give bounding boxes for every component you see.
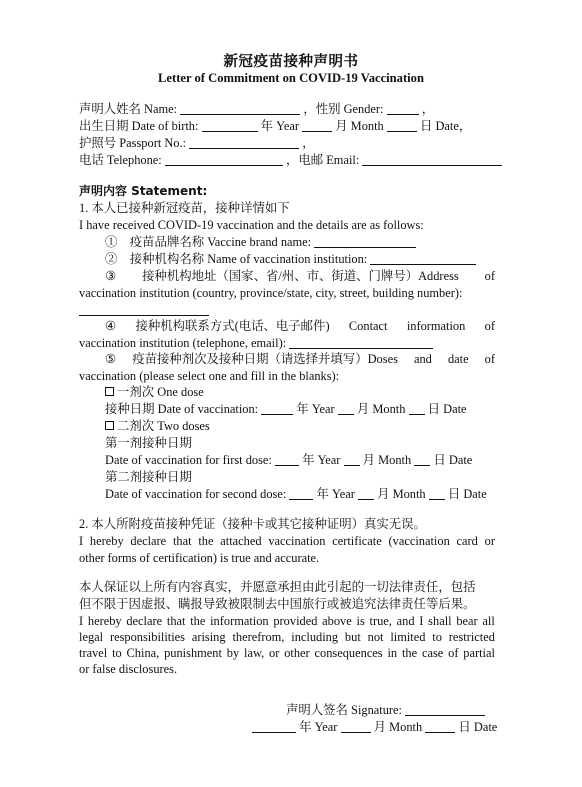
guarantee-en-line-2 [79,629,495,645]
name-blank[interactable] [180,102,300,115]
signature-line [286,702,485,718]
two-doses-checkbox[interactable] [105,421,114,430]
title-english: Letter of Commitment on COVID-19 Vaccination [158,71,424,85]
dob-month-blank[interactable] [302,119,332,132]
word: travel [79,646,108,660]
doses-word: and [413,352,432,366]
word: declare [130,534,167,548]
signature-day-label: 日 Date [458,720,498,734]
doses-cn: 疫苗接种剂次及接种日期（请选择并填写）Doses [132,352,398,366]
two-doses-label: 二剂次 Two doses [117,419,210,433]
one-dose-year-blank[interactable] [261,402,293,415]
address-blank[interactable] [79,303,209,316]
contact-info-word: Contact [348,319,388,333]
word: including [291,630,339,644]
name-label: 声明人姓名 Name: [79,102,178,116]
second-dose-date-line [105,486,487,502]
guarantee-cn-line-1: 本人保证以上所有内容真实，并愿意承担由此引起的一切法律责任，包括 [79,580,476,594]
guarantee-en-line-3 [79,645,495,661]
phone-label: 电话 Telephone: [79,153,162,167]
brand-blank[interactable] [314,235,416,248]
gender-blank[interactable] [387,102,419,115]
signature-month-label: 月 Month [373,720,423,734]
item1-cn: 1. 本人已接种新冠疫苗，接种详情如下 [79,201,290,215]
one-dose-checkbox[interactable] [105,387,114,396]
second-dose-month-blank[interactable] [358,487,374,500]
word: that [172,534,192,548]
title-chinese: 新冠疫苗接种声明书 [223,54,359,70]
contact-info-label: vaccination institution (telephone, email): [79,336,287,350]
passport-line [79,135,315,151]
institution-name-label: ② 接种机构名称 Name of vaccination institution: [105,252,368,266]
doses-line-1 [105,351,495,367]
one-dose-date-line [105,401,467,417]
one-dose-day-blank[interactable] [409,402,425,415]
contact-info-word: of [484,319,495,333]
gender-tail: ， [421,102,435,116]
address-line-2: vaccination institution (country, province/state, city, street, building number): [79,286,463,300]
first-dose-day-blank[interactable] [414,453,430,466]
word: to [112,646,122,660]
address-label-of: of [484,269,495,283]
vaccination-date-label: 接种日期 Date of vaccination: [105,402,259,416]
statement-heading: 声明内容 Statement: [79,184,208,198]
guarantee-cn-line-2: 但不限于因虚报、瞒报导致被限制去中国旅行或被追究法律责任等后果。 [79,597,476,611]
address-line-1 [105,268,495,284]
passport-blank[interactable] [189,136,299,149]
day-label: 日 Date [447,487,487,501]
item2-en-line-1 [79,533,495,549]
address-blank-line [79,302,209,318]
month-label: 月 Month [356,402,406,416]
guarantee-en-line-4: or false disclosures. [79,662,178,676]
word: but [344,630,361,644]
word: true, [369,614,392,628]
item1-en: I have received COVID-19 vaccination and the details are as follows: [79,218,424,232]
word: limited [390,630,426,644]
doses-marker: ⑤ [105,352,117,366]
dob-year-blank[interactable] [202,119,258,132]
dob-label: 出生日期 Date of birth: [79,119,199,133]
word: therefrom, [232,630,285,644]
word: shall [428,614,452,628]
second-dose-year-blank[interactable] [289,487,313,500]
word: of [448,646,459,660]
word: by [226,646,240,660]
doses-word: date [447,352,469,366]
year-label: 年 Year [296,402,335,416]
word: or [269,646,280,660]
first-dose-date-line [105,452,472,468]
guarantee-en-line-1 [79,613,495,629]
two-doses-option[interactable] [105,418,210,434]
signature-date-line [252,719,497,735]
word: is [356,614,365,628]
word: punishment [164,646,222,660]
first-dose-label: Date of vaccination for first dose: [105,453,272,467]
word: vaccination [268,534,326,548]
word: declare [126,614,163,628]
word: case [421,646,444,660]
item2-cn: 2. 本人所附疫苗接种凭证（接种卡或其它接种证明）真实无误。 [79,517,426,531]
signature-day-blank[interactable] [425,720,455,733]
item2-en-line-2: other forms of certification) is true and accurate. [79,551,320,565]
word: to [432,630,442,644]
signature-label: 声明人签名 Signature: [286,703,402,717]
signature-blank[interactable] [405,703,485,716]
phone-blank[interactable] [165,153,283,166]
word: certificate [332,534,382,548]
word: or [484,534,495,548]
institution-name-blank[interactable] [370,252,476,265]
word: (vaccination [388,534,450,548]
word: in [387,646,398,660]
word: China, [126,646,160,660]
email-label: ，电邮 Email: [285,153,360,167]
dob-month-label: 月 Month [335,119,384,133]
word: above [322,614,352,628]
dob-line [79,118,471,134]
dob-day-blank[interactable] [387,119,417,132]
day-label: 日 Date [433,453,473,467]
word: responsibilities [109,630,185,644]
passport-tail: ， [302,136,315,150]
contact-info-line-2 [79,335,433,351]
doses-word: of [484,352,495,366]
one-dose-option[interactable] [105,384,204,400]
word: partial [463,646,495,660]
word: legal [79,630,104,644]
second-dose-day-blank[interactable] [429,487,445,500]
gender-label: ，性别 Gender: [303,102,384,116]
day-label: 日 Date [427,402,467,416]
contact-info-word: information [406,319,466,333]
one-dose-label: 一剂次 One dose [117,385,204,399]
contact-info-line-1 [105,318,495,334]
year-label: 年 Year [316,487,355,501]
second-dose-cn: 第二剂接种日期 [105,470,192,484]
month-label: 月 Month [362,453,412,467]
address-label: 接种机构地址（国家、省/州、市、街道、门牌号）Address [142,269,459,283]
name-gender-line [79,101,434,117]
signature-year-label: 年 Year [299,720,338,734]
word: that [166,614,186,628]
word: card [456,534,478,548]
brand-line [105,234,416,250]
contact-line [79,152,502,168]
word: restricted [448,630,495,644]
dob-day-label: 日 Date， [419,119,472,133]
first-dose-cn: 第一剂接种日期 [105,436,192,450]
month-label: 月 Month [377,487,426,501]
word: not [367,630,384,644]
doses-line-2: vaccination (please select one and fill in the blanks): [79,369,340,383]
year-label: 年 Year [302,453,341,467]
word: other [284,646,310,660]
word: hereby [89,534,124,548]
word: the [401,646,418,660]
word: bear [456,614,478,628]
brand-label: ① 疫苗品牌名称 Vaccine brand name: [105,235,312,249]
dob-year-label: 年 Year [260,119,299,133]
contact-info-marker: ④ [105,319,117,333]
word: I [79,614,84,628]
email-blank[interactable] [362,153,502,166]
address-marker: ③ [105,269,117,283]
one-dose-month-blank[interactable] [338,402,354,415]
word: I [79,534,84,548]
contact-info-cn: 接种机构联系方式(电话、电子邮件) [135,319,330,333]
word: all [482,614,495,628]
word: the [198,534,214,548]
word: law, [244,646,265,660]
word: and [396,614,415,628]
word: I [419,614,424,628]
contact-info-blank[interactable] [289,336,433,349]
word: information [210,614,269,628]
passport-label: 护照号 Passport No.: [79,136,187,150]
word: consequences [314,646,383,660]
word: provided [273,614,318,628]
word: the [190,614,206,628]
signature-year-blank[interactable] [252,720,296,733]
word: hereby [87,614,122,628]
word: arising [191,630,226,644]
first-dose-year-blank[interactable] [275,453,299,466]
signature-month-blank[interactable] [341,720,371,733]
word: attached [220,534,262,548]
institution-name-line [105,251,476,267]
first-dose-month-blank[interactable] [344,453,360,466]
second-dose-label: Date of vaccination for second dose: [105,487,287,501]
